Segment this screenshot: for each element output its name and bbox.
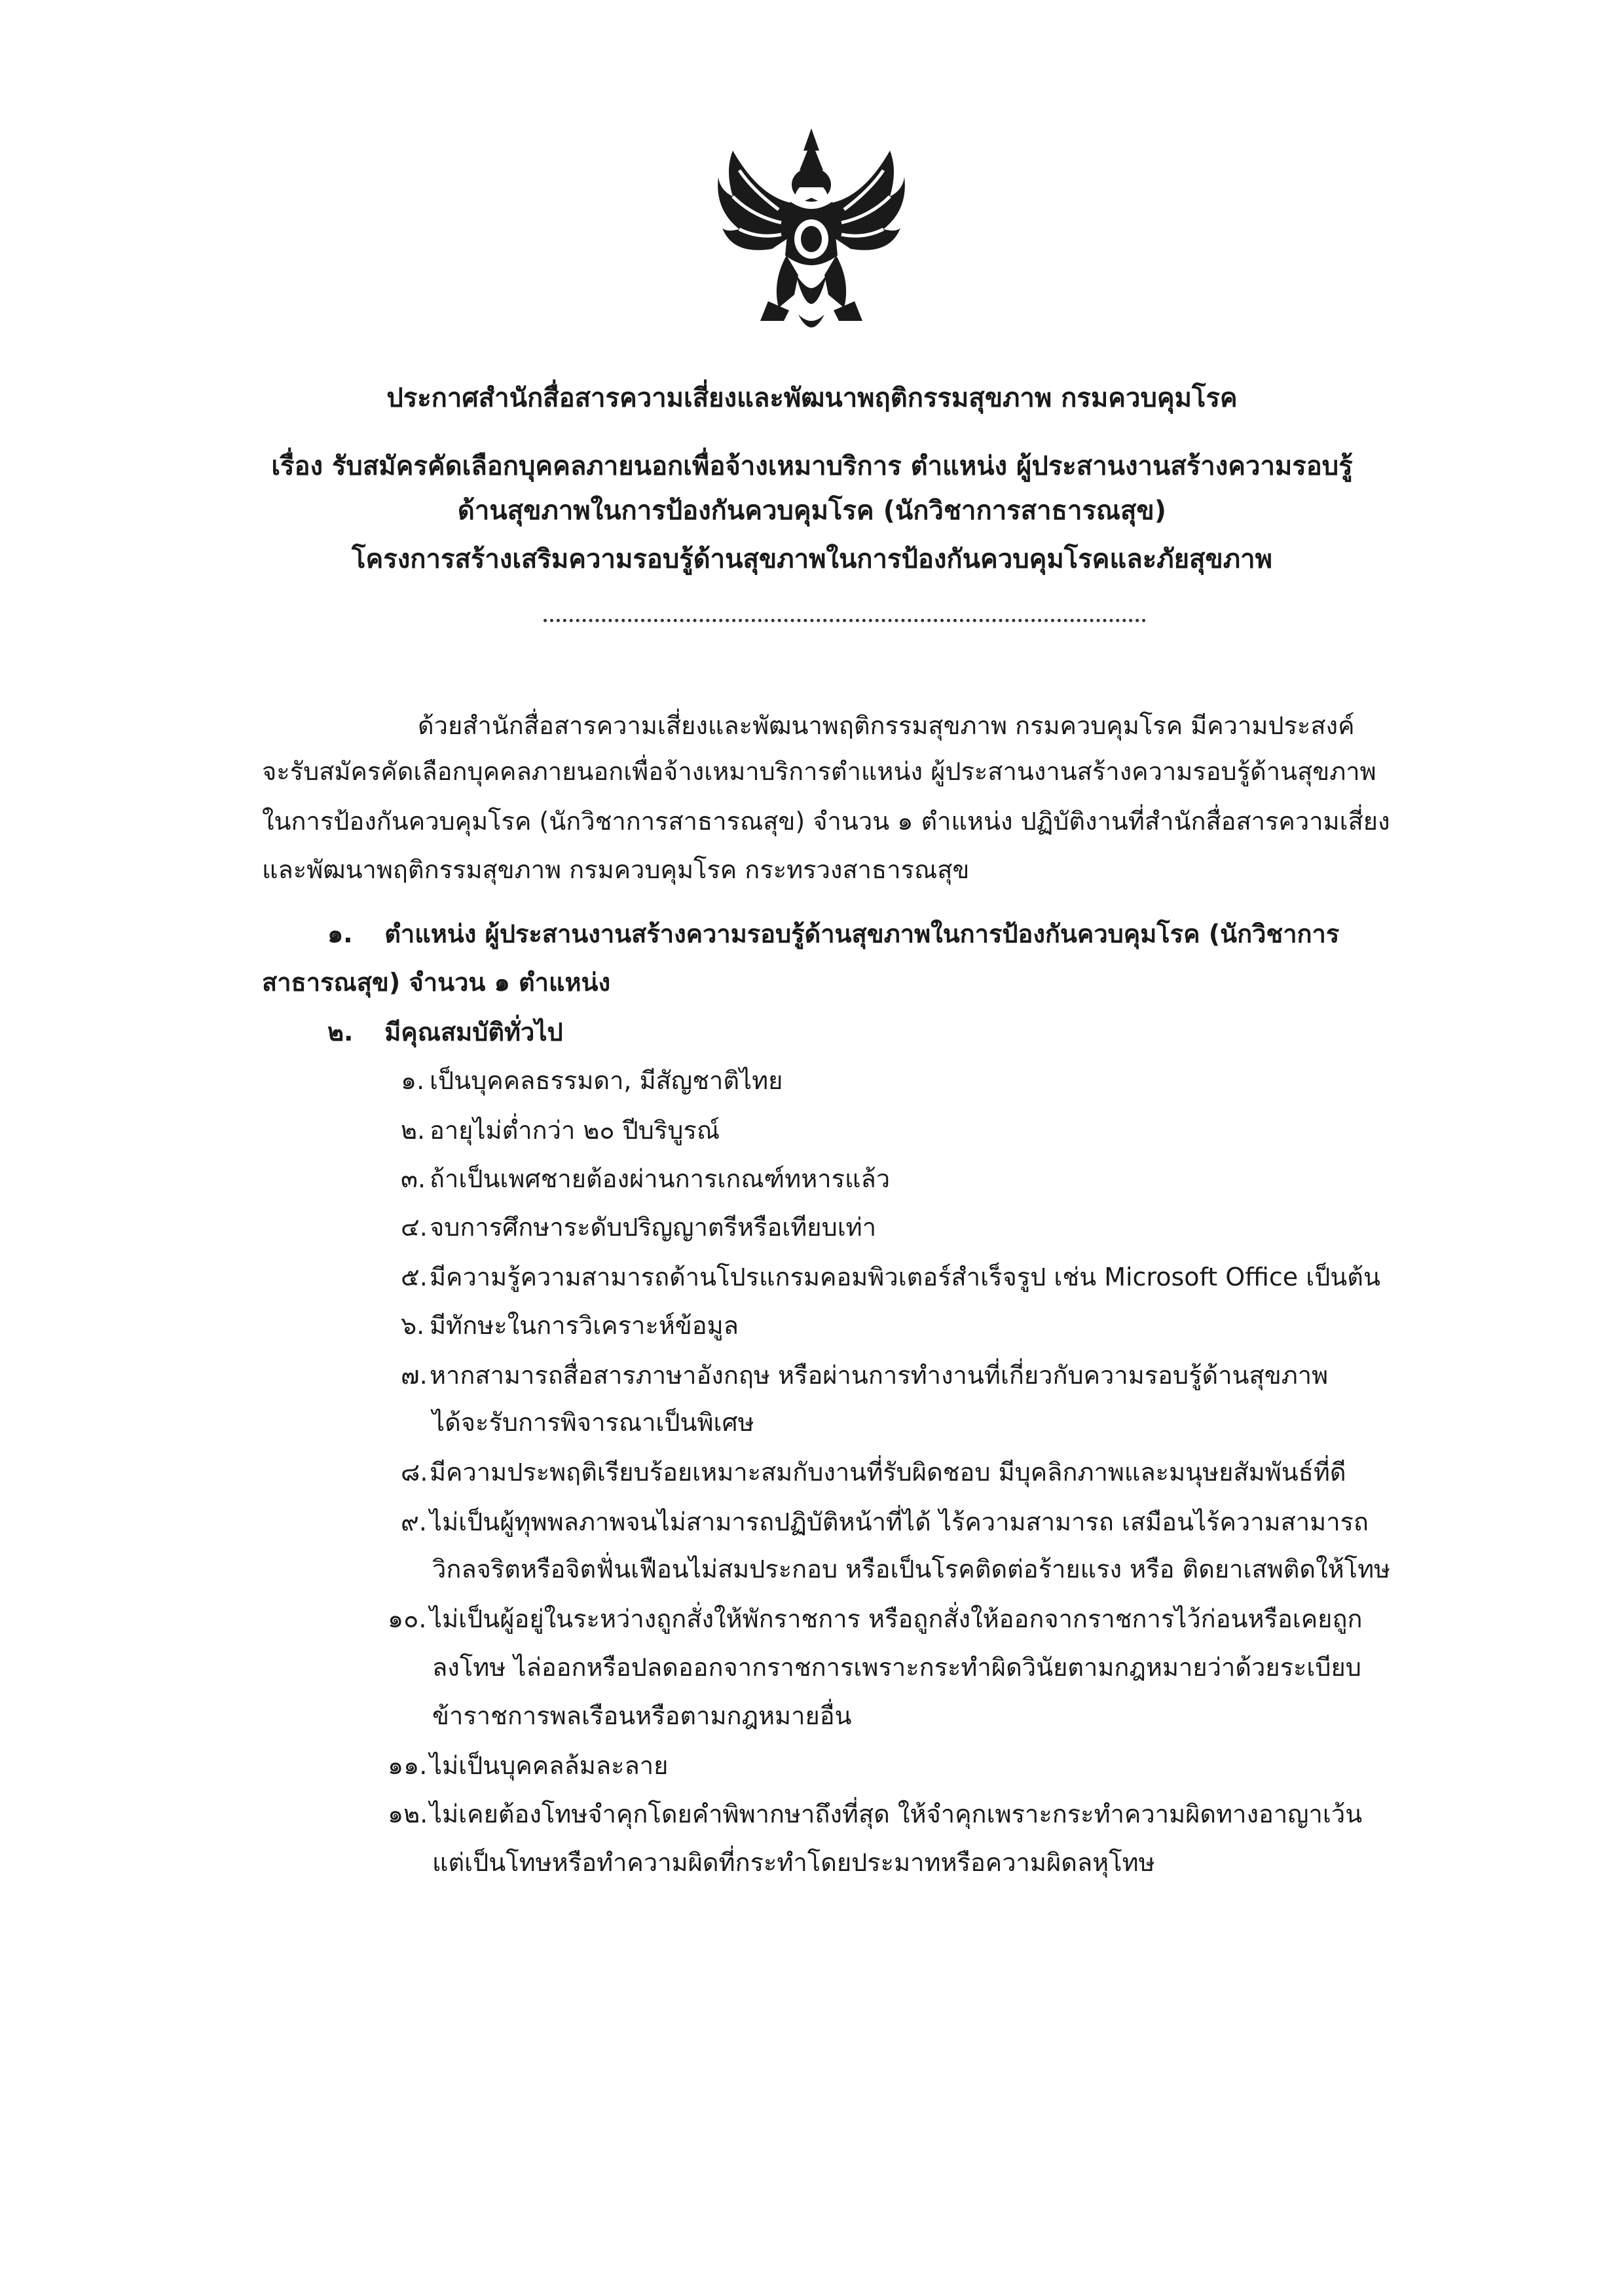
item-text: ไม่เป็นบุคคลล้มละลาย [430,1751,669,1780]
item-number: ๘. [401,1458,428,1487]
item-number: ๕. [401,1263,428,1291]
qualification-item-1 [401,1062,783,1099]
qualification-item-5 [401,1259,1380,1295]
item-number: ๑๐. [388,1604,427,1633]
item-number: ๔. [401,1213,428,1242]
announcement-title: ประกาศสำนักสื่อสารความเสี่ยงและพัฒนาพฤติกรรมสุขภาพ กรมควบคุมโรค [386,383,1238,413]
item-number: ๓. [401,1164,426,1193]
qualification-item-10-continued-1: ลงโทษ ไล่ออกหรือปลดออกจากราชการเพราะกระทำผิดวินัยตามกฎหมายว่าด้วยระเบียบ [432,1653,1361,1682]
section-1-text: ตำแหน่ง ผู้ประสานงานสร้างความรอบรู้ด้านสุขภาพในการป้องกันควบคุมโรค (นักวิชาการ [384,919,1340,948]
qualification-item-9-continued: วิกลจริตหรือจิตฟั่นเฟือนไม่สมประกอบ หรือเป็นโรคติดต่อร้ายแรง หรือ ติดยาเสพติดให้โทษ [432,1555,1391,1583]
item-text: ไม่เป็นผู้ทุพพลภาพจนไม่สามารถปฏิบัติหน้าที่ได้ ไร้ความสามารถ เสมือนไร้ความสามารถ [430,1508,1369,1536]
intro-line-1: ด้วยสำนักสื่อสารความเสี่ยงและพัฒนาพฤติกรรมสุขภาพ กรมควบคุมโรค มีความประสงค์ [418,711,1355,740]
qualification-item-7 [401,1357,1328,1394]
qualification-item-12-continued: แต่เป็นโทษหรือทำความผิดที่กระทำโดยประมาทหรือความผิดลหุโทษ [432,1848,1155,1877]
qualification-item-10-continued-2: ข้าราชการพลเรือนหรือตามกฎหมายอื่น [432,1701,852,1730]
item-number: ๙. [401,1508,427,1536]
item-text: ไม่เคยต้องโทษจำคุกโดยคำพิพากษาถึงที่สุด ให้จำคุกเพราะกระทำความผิดทางอาญาเว้น [430,1800,1363,1828]
item-text: ถ้าเป็นเพศชายต้องผ่านการเกณฑ์ทหารแล้ว [430,1164,891,1193]
dotted-divider [544,619,1146,622]
item-number: ๗. [401,1361,428,1390]
section-2-number: ๒. [327,1018,354,1046]
subject-line: เรื่อง รับสมัครคัดเลือกบุคคลภายนอกเพื่อจ้างเหมาบริการ ตำแหน่ง ผู้ประสานงานสร้างความรอบรู้ [271,451,1353,481]
qualification-item-2 [401,1112,720,1149]
item-text: หากสามารถสื่อสารภาษาอังกฤษ หรือผ่านการทำงานที่เกี่ยวกับความรอบรู้ด้านสุขภาพ [430,1361,1329,1390]
item-text: มีความประพฤติเรียบร้อยเหมาะสมกับงานที่รับผิดชอบ มีบุคลิกภาพและมนุษยสัมพันธ์ที่ดี [430,1458,1346,1487]
project-name: โครงการสร้างเสริมความรอบรู้ด้านสุขภาพในการป้องกันควบคุมโรคและภัยสุขภาพ [352,544,1272,574]
qualification-item-6 [401,1307,739,1344]
item-text: อายุไม่ต่ำกว่า ๒๐ ปีบริบูรณ์ [430,1116,720,1145]
item-text: จบการศึกษาระดับปริญญาตรีหรือเทียบเท่า [430,1213,877,1242]
section-1-continued: สาธารณสุข) จำนวน ๑ ตำแหน่ง [262,968,611,997]
item-text: เป็นบุคคลธรรมดา, มีสัญชาติไทย [430,1066,783,1095]
item-text: มีทักษะในการวิเคราะห์ข้อมูล [430,1311,739,1340]
qualification-item-9 [401,1504,1369,1540]
section-2 [327,1014,563,1050]
qualification-item-7-continued: ได้จะรับการพิจารณาเป็นพิเศษ [432,1408,754,1437]
intro-line-3: ในการป้องกันควบคุมโรค (นักวิชาการสาธารณสุข) จำนวน ๑ ตำแหน่ง ปฏิบัติงานที่สำนักสื่อสารความเสี่ยง [262,807,1390,836]
qualification-item-3 [401,1160,890,1197]
qualification-item-11 [388,1747,668,1784]
item-number: ๑๒. [388,1800,428,1828]
item-number: ๑๑. [388,1751,428,1780]
qualification-item-12 [388,1796,1362,1832]
subject-line-continued: ด้านสุขภาพในการป้องกันควบคุมโรค (นักวิชาการสาธารณสุข) [457,496,1167,526]
item-text: ไม่เป็นผู้อยู่ในระหว่างถูกสั่งให้พักราชการ หรือถูกสั่งให้ออกจากราชการไว้ก่อนหรือเคยถูก [430,1604,1363,1633]
section-1 [327,916,1339,952]
item-text: มีความรู้ความสามารถด้านโปรแกรมคอมพิวเตอร์สำเร็จรูป เช่น Microsoft Office เป็นต้น [430,1263,1380,1291]
section-1-number: ๑. [327,919,353,948]
garuda-emblem-icon [713,124,910,341]
qualification-item-8 [401,1454,1346,1491]
item-number: ๒. [401,1116,426,1145]
item-number: ๑. [401,1066,425,1095]
item-number: ๖. [401,1311,425,1340]
qualification-item-4 [401,1209,876,1246]
intro-line-4: และพัฒนาพฤติกรรมสุขภาพ กรมควบคุมโรค กระทรวงสาธารณสุข [262,855,970,884]
section-2-title: มีคุณสมบัติทั่วไป [384,1018,563,1046]
intro-line-2: จะรับสมัครคัดเลือกบุคคลภายนอกเพื่อจ้างเหมาบริการตำแหน่ง ผู้ประสานงานสร้างความรอบรู้ด้านสุขภาพ [262,757,1376,786]
qualification-item-10 [388,1601,1362,1637]
